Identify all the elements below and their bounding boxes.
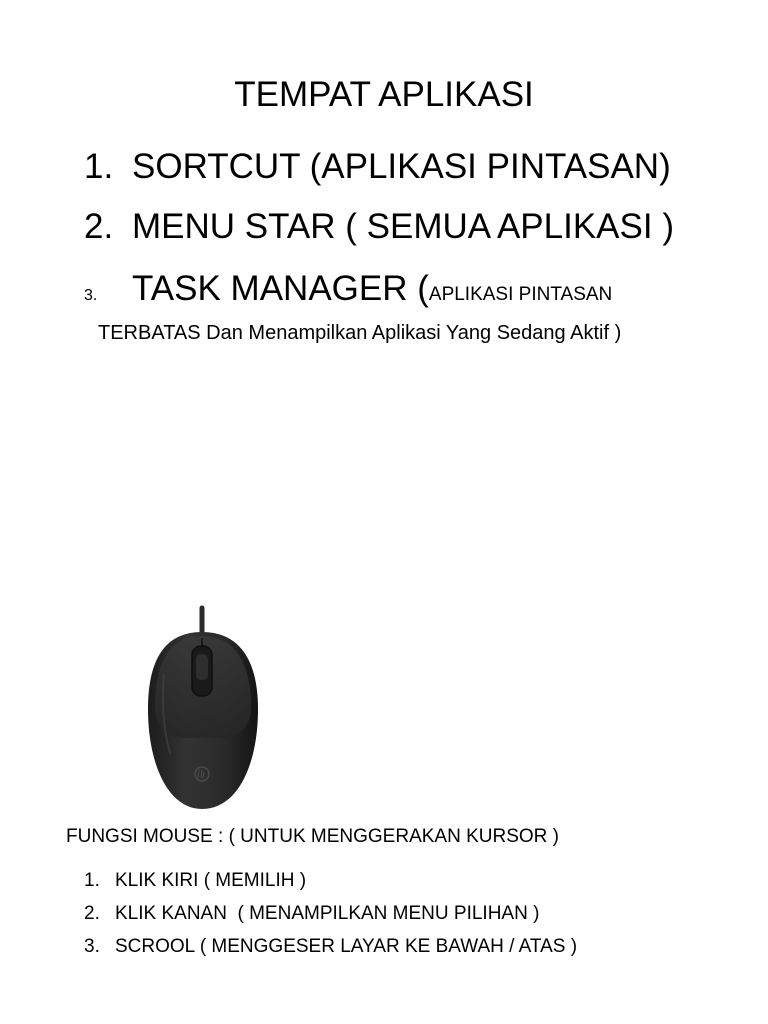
list-item-text: MENU STAR ( SEMUA APLIKASI ) <box>132 207 674 246</box>
list-item-text: KLIK KANAN ( MENAMPILKAN MENU PILIHAN ) <box>115 903 540 924</box>
list-item-text: SCROOL ( MENGGESER LAYAR KE BAWAH / ATAS ) <box>115 936 578 957</box>
list-item-text: SORTCUT (APLIKASI PINTASAN) <box>132 147 671 186</box>
list-item-shortcut <box>84 146 671 188</box>
list-item-task-manager <box>84 268 612 317</box>
computer-mouse-icon <box>140 604 270 814</box>
list-number: 2. <box>84 207 114 246</box>
list-number: 1. <box>84 870 100 891</box>
list-number: 3. <box>84 287 98 304</box>
mouse-function-heading: FUNGSI MOUSE : ( UNTUK MENGGERAKAN KURSOR ) <box>66 826 559 847</box>
list-number: 1. <box>84 147 114 186</box>
list-item-small-text: APLIKASI PINTASAN <box>428 284 613 305</box>
list-item-text: KLIK KIRI ( MEMILIH ) <box>115 870 307 891</box>
list-number: 3. <box>84 936 100 957</box>
list-item-menu-start <box>84 206 674 248</box>
list-item-scroll <box>84 935 577 959</box>
list-item-text: TASK MANAGER ( <box>132 269 429 308</box>
list-item-right-click <box>84 902 539 926</box>
list-item-left-click <box>84 869 306 893</box>
page-title: TEMPAT APLIKASI <box>234 75 534 114</box>
list-item-continuation: TERBATAS Dan Menampilkan Aplikasi Yang Sedang Aktif ) <box>98 322 622 344</box>
list-number: 2. <box>84 903 100 924</box>
